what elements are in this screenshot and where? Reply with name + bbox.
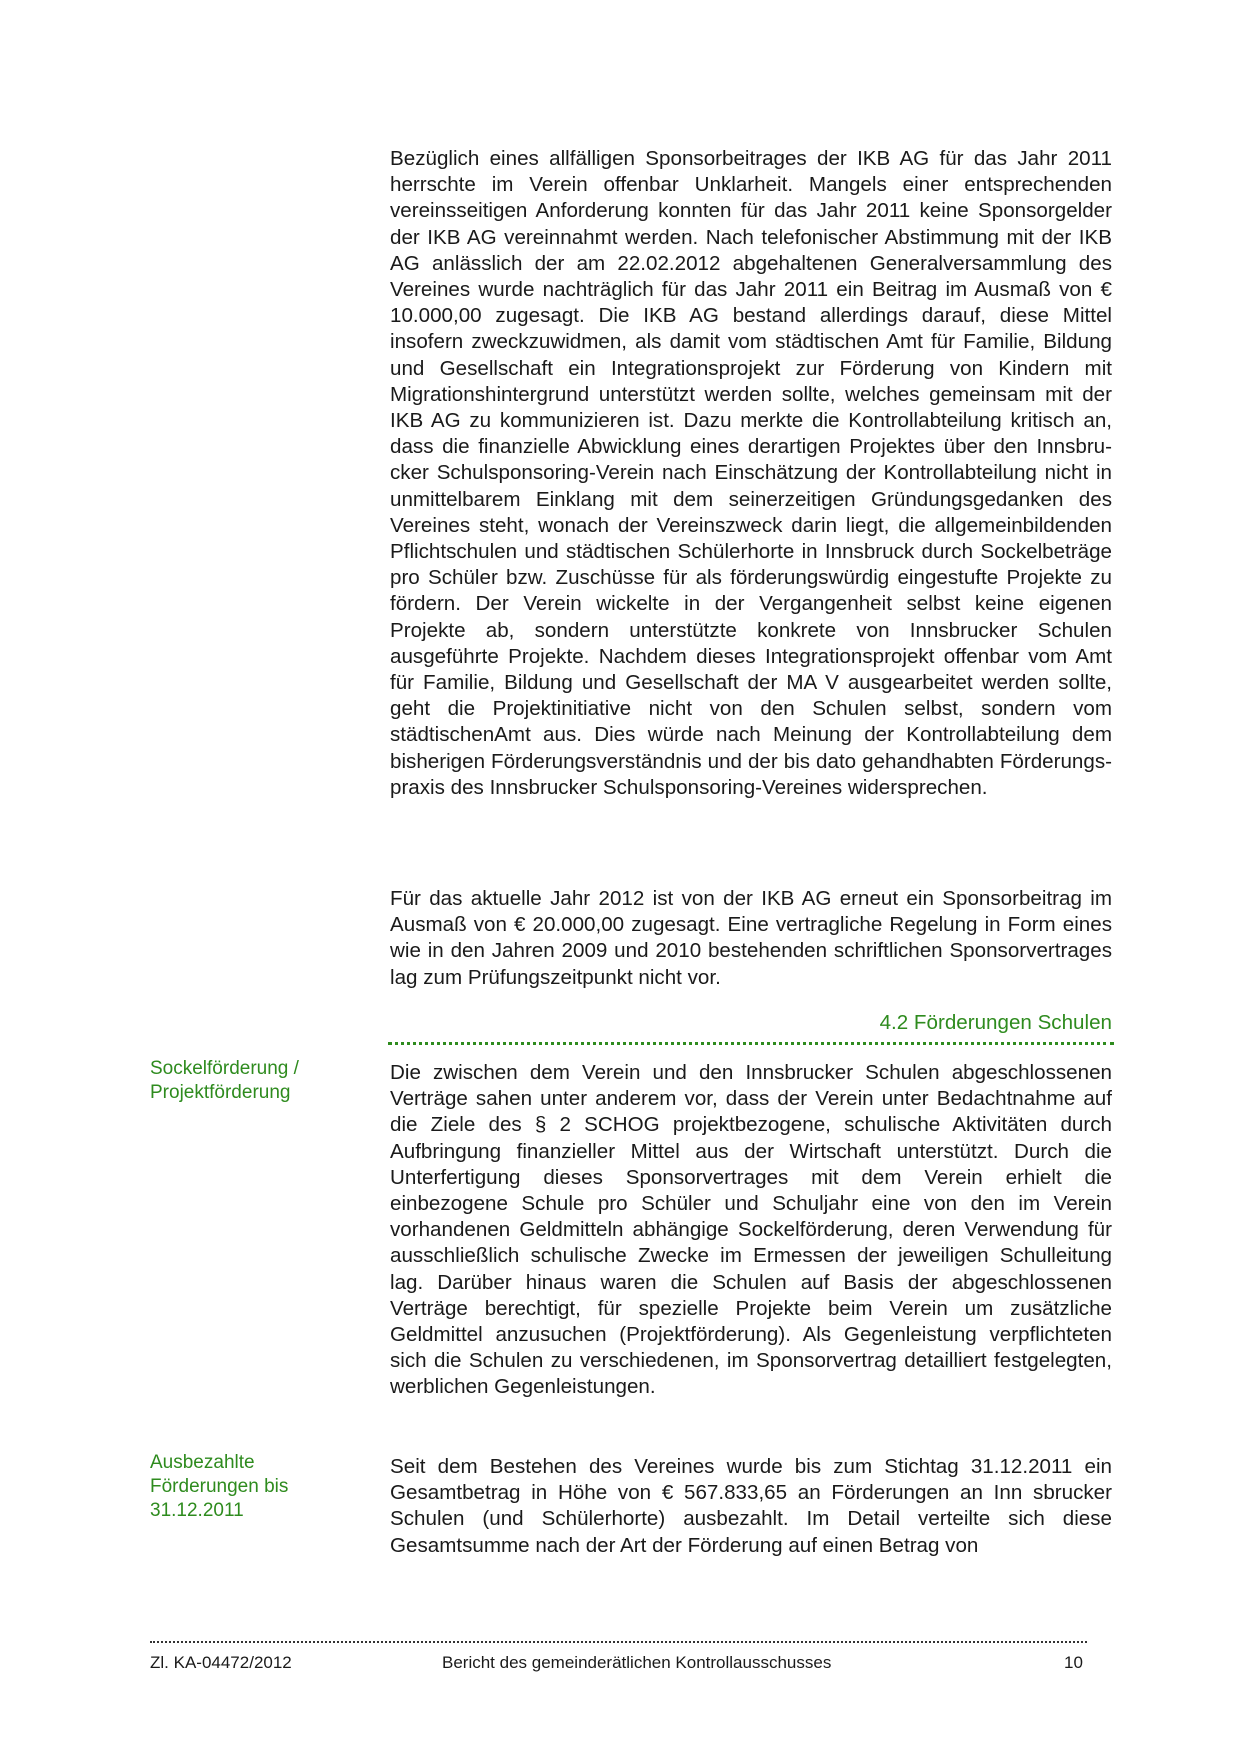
footer-reference-number: Zl. KA-04472/2012 <box>150 1653 292 1672</box>
paragraph-sponsorbeitrag-2011: Bezüglich eines allfälligen Sponsorbeitrages der IKB AG für das Jahr 2011 herrschte im Verein offenbar Unklarheit. Mangels einer entsprechenden vereinsseitigen Anforderung konnten für das Jahr 2011 keine Sponsorgelder der IKB AG vereinnahmt werden. Nach telefonischer Abstimmung mit der IKB AG anlässlich der am 22.02.2012 abgehaltenen Generalversammlung des Vereines wurde nachträglich für das Jahr 2011 ein Beitrag im Ausmaß von € 10.000,00 zugesagt. Die IKB AG bestand allerdings darauf, diese Mittel insofern zweckzuwidmen, als damit vom städtischen Amt für Familie, Bildung und Gesellschaft ein Integrationsprojekt zur Förderung von Kindern mit Migrationshintergrund unterstützt werden sollte, welches gemeinsam mit der IKB AG zu kommunizieren ist. Dazu merkte die Kontrollabteilung kritisch an, dass die finanzielle Abwicklung eines derartigen Projektes über den Innsbrucker Schulsponsoring-Verein nach Einschätzung der Kontrollabteilung nicht in unmittelbarem Einklang mit dem seinerzeitigen Gründungsgedanken des Vereines steht, wonach der Vereinszweck darin liegt, die allgemeinbildenden Pflichtschulen und städtischen Schülerhorte in Innsbruck durch Sockelbeträge pro Schüler bzw. Zuschüsse für als förderungswürdig eingestufte Projekte zu fördern. Der Verein wickelte in der Vergangenheit selbst keine eigenen Projekte ab, sondern unterstützte konkrete von Innsbrucker Schulen ausgeführte Projekte. Nachdem dieses Integrationsprojekt offenbar vom Amt für Familie, Bildung und Gesellschaft der MA V ausgearbeitet werden sollte, geht die Projektinitiative nicht von den Schulen selbst, sondern vom städtischenAmt aus. Dies würde nach Meinung der Kontrollabteilung dem bisherigen Förderungsverständnis und der bis dato gehandhabten Förderungspraxis des Innsbrucker Schulsponsoring-Vereines widersprechen. <box>390 147 1112 799</box>
footer-report-title: Bericht des gemeinderätlichen Kontrollausschusses <box>442 1653 832 1672</box>
paragraph-sponsorbeitrag-2012: Für das aktuelle Jahr 2012 ist von der IKB AG erneut ein Sponsorbeitrag im Ausmaß von € 20.000,00 zugesagt. Eine vertragliche Regelung in Form eines wie in den Jahren 2009 und 2010 bestehenden schriftlichen Sponsorvertrages lag zum Prüfungszeitpunkt nicht vor. <box>390 887 1112 989</box>
paragraph-gesamtbetrag: Seit dem Bestehen des Vereines wurde bis zum Stichtag 31.12.2011 ein Gesamtbetrag in Höhe von € 567.833,65 an Förderungen an Inn sbrucker Schulen (und Schülerhorte) ausbezahlt. Im Detail verteilte sich diese Gesamtsumme nach der Art der Förderung auf einen Betrag von <box>390 1455 1112 1557</box>
paragraph-vertraege-schulen: Die zwischen dem Verein und den Innsbrucker Schulen abgeschlossenen Verträge sahen unter anderem vor, dass der Verein unter Bedachtnahme auf die Ziele des § 2 SCHOG projektbezogene, schulische Aktivitäten durch Aufbringung finanzieller Mittel aus der Wirtschaft unterstützt. Durch die Unterfertigung dieses Sponsorvertrages mit dem Verein erhielt die einbezogene Schule pro Schüler und Schuljahr eine von den im Verein vorhandenen Geldmitteln abhängige Sockelförderung, deren Verwendung für ausschließlich schulische Zwecke im Ermessen der jeweiligen Schulleitung lag. Darüber hinaus waren die Schulen auf Basis der abgeschlossenen Verträge berechtigt, für spezielle Projekte beim Verein um zusätzliche Geldmittel anzusuchen (Projektförderung). Als Gegenleistung verpflichteten sich die Schulen zu verschiedenen, im Sponsorvertrag detailliert festgelegten, werblichen Gegenleistungen. <box>390 1061 1112 1399</box>
margin-note-sockelfoerderung: Sockelförderung / Projektförderung <box>150 1058 299 1103</box>
section-divider <box>388 1042 1114 1045</box>
margin-note-ausbezahlte-foerderungen: Ausbezahlte Förderungen bis 31.12.2011 <box>150 1452 289 1521</box>
section-heading-foerderungen-schulen: 4.2 Förderungen Schulen <box>879 1011 1112 1034</box>
footer-page-number: 10 <box>1064 1653 1083 1672</box>
footer-divider <box>150 1641 1087 1643</box>
